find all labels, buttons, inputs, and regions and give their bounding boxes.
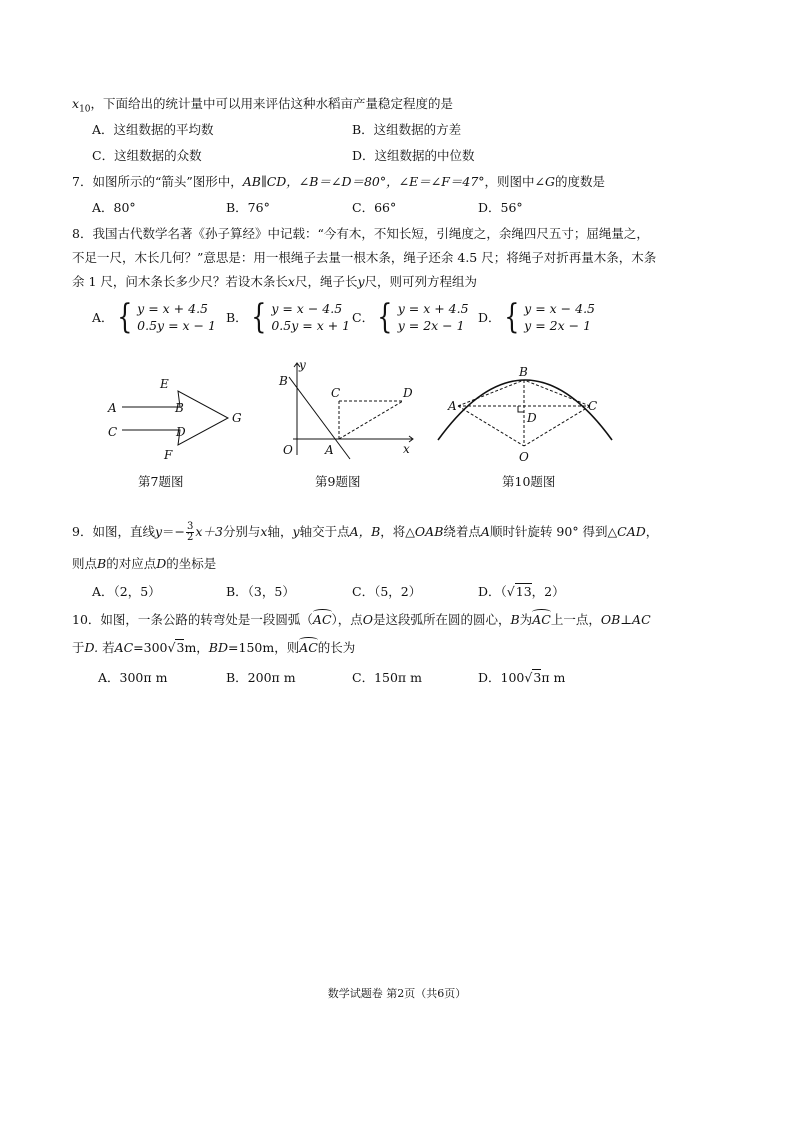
figure-9-caption: 第9题图 [315, 474, 361, 489]
numerator: 3 [187, 521, 194, 532]
q10-text-e: 上一点， [550, 612, 601, 627]
label-c: C [108, 425, 118, 439]
label-a: A [325, 443, 334, 457]
label-b: B [279, 374, 288, 388]
opt-suffix: ，2） [531, 584, 565, 599]
label-c: C [331, 386, 341, 400]
q10-text-a: 10．如图，一条公路的转弯处是一段圆弧（ [72, 612, 313, 627]
fraction-three-halves [186, 522, 194, 543]
equation-2: y = 2x − 1 [397, 318, 465, 333]
q8-option-a [92, 297, 216, 337]
q9-text-e: 轴， [267, 524, 293, 539]
q7-text-c: ，则图中∠ [484, 174, 546, 189]
q9-text-g: 轴交于点 [299, 524, 350, 539]
q9-l2-a: 则点 [72, 556, 98, 571]
label-b: B [175, 401, 184, 415]
q7-angle-g: G [545, 174, 556, 189]
q10-point-b: B [510, 612, 520, 627]
q10-option-b: B．200π m [226, 670, 296, 685]
q8-line3 [72, 274, 477, 290]
q9-triangle-oab: OAB [414, 524, 444, 539]
page-footer: 数学试题卷 第2页（共6页） [327, 987, 467, 1000]
arc-ac: AC [532, 612, 551, 627]
var-x: x [287, 274, 295, 289]
var-y: y [154, 524, 163, 539]
var-x: x [72, 96, 80, 111]
q6-text: ，下面给出的统计量中可以用来评估这种水稻亩产量稳定程度的是 [90, 96, 454, 111]
q9-points: A，B [349, 524, 381, 539]
option-label: D． [478, 310, 501, 325]
label-y-axis: y [299, 358, 306, 372]
figure-10-caption: 第10题图 [502, 474, 556, 489]
q7-option-b: B．76° [226, 200, 270, 215]
arc-ac: AC [299, 640, 318, 655]
q8-option-d [478, 297, 596, 337]
label-x-axis: x [403, 442, 410, 456]
q9-text-c: 分别与 [222, 524, 261, 539]
equation-2: 0.5y = x + 1 [271, 318, 351, 333]
q10-point-d: D. [84, 640, 99, 655]
q6-continuation [72, 96, 453, 118]
q9-option-d: D．（√13，2） [478, 584, 565, 599]
q10-text-c: 是这段弧所在圆的圆心， [373, 612, 511, 627]
q7-option-a: A．80° [92, 200, 136, 215]
brace-icon: { [503, 297, 519, 337]
q9-text-q: 顺时针旋转 90° 得到△ [489, 524, 618, 539]
label-d: D [176, 425, 186, 439]
denominator: 2 [187, 532, 194, 543]
brace-icon: { [377, 297, 393, 337]
q10-option-a: A．300π m [98, 670, 168, 685]
q9-line2 [72, 556, 216, 572]
equation-2: y = 2x − 1 [524, 318, 592, 333]
q10-l2-e: =150m，则 [228, 640, 300, 655]
q10-l2-a: 于 [72, 640, 85, 655]
equation-1: y = x + 4.5 [397, 301, 469, 316]
q10-stem [72, 612, 651, 628]
q9-point-a: A [480, 524, 490, 539]
q10-l2-c: =300 [133, 640, 168, 655]
q7-text-a: 7．如图所示的“箭头”图形中， [72, 174, 243, 189]
q9-text-a: 9．如图，直线 [72, 524, 155, 539]
q8-option-c [352, 297, 469, 337]
label-d: D [403, 386, 413, 400]
var-y: y [357, 274, 365, 289]
brace-icon: { [250, 297, 267, 337]
q10-option-d: D．100√3π m [478, 670, 566, 685]
q7-condition: AB∥CD，∠B＝∠D＝80°，∠E＝∠F＝47° [242, 174, 485, 189]
radicand: 3 [176, 640, 185, 655]
q10-text-b: ），点 [331, 612, 363, 627]
q10-point-o: O [362, 612, 374, 627]
option-label: C． [352, 310, 375, 325]
q8-line1: 8．我国古代数学名著《孙子算经》中记载：“今有木，不知长短，引绳度之，余绳四尺五寸；屈绳量之， [72, 226, 649, 241]
q6-option-c: C．这组数据的众数 [92, 148, 202, 163]
q9-text-n: 绕着点 [443, 524, 481, 539]
q9-stem [72, 522, 658, 543]
label-f: F [164, 448, 173, 462]
label-b: B [519, 365, 528, 379]
q10-l2-f: 的长为 [317, 640, 356, 655]
q7-stem [72, 174, 605, 190]
q10-line2: 于D. 若AC=300√3m，BD=150m，则AC的长为 [72, 640, 356, 655]
q9-point-b: B [97, 556, 107, 571]
label-g: G [232, 411, 242, 425]
q8-text-b: 尺，绳子长 [294, 274, 358, 289]
label-a: A [448, 399, 457, 413]
figure-7-caption: 第7题图 [138, 474, 184, 489]
label-o: O [283, 443, 293, 457]
q6-option-b: B．这组数据的方差 [352, 122, 462, 137]
q10-unit: m， [184, 640, 209, 655]
label-c: C [588, 399, 598, 413]
figure-7-arrow [100, 370, 250, 470]
q9-text-k: ，将△ [380, 524, 415, 539]
arc-ac: AC [312, 612, 332, 627]
q10-ac: AC [114, 640, 134, 655]
figure-9-coordinate [275, 355, 425, 460]
q10-bd: BD [208, 640, 229, 655]
equation-1: y = x − 4.5 [271, 301, 343, 316]
equation-1: y = x + 4.5 [137, 301, 209, 316]
equation-1: y = x − 4.5 [524, 301, 596, 316]
q9-point-d: D [156, 556, 167, 571]
brace-icon: { [116, 297, 132, 337]
q6-option-a: A．这组数据的平均数 [92, 122, 214, 137]
q7-option-c: C．66° [352, 200, 397, 215]
opt-suffix: π m [541, 670, 566, 685]
q8-option-b [226, 297, 351, 337]
q9-term: x＋3 [195, 524, 223, 539]
q8-text-c: 尺，则可列方程组为 [364, 274, 478, 289]
q9-option-b: B．（3，5） [226, 584, 295, 599]
q9-option-c: C．（5，2） [352, 584, 422, 599]
radicand: 13 [515, 584, 532, 599]
q9-equals: ＝− [162, 524, 186, 539]
q7-text-d: 的度数是 [555, 174, 606, 189]
q10-option-c: C．150π m [352, 670, 422, 685]
var-y: y [292, 524, 300, 539]
opt-prefix: D．100 [478, 670, 525, 685]
subscript: 10 [79, 104, 91, 115]
q6-option-d: D．这组数据的中位数 [352, 148, 475, 163]
q9-l2-e: 的坐标是 [166, 556, 217, 571]
q7-option-d: D．56° [478, 200, 523, 215]
q8-text-a: 余 1 尺，问木条长多少尺？若设木条长 [72, 274, 288, 289]
label-o: O [519, 450, 529, 464]
option-label: A． [92, 310, 114, 325]
label-a: A [108, 401, 117, 415]
q9-l2-c: 的对应点 [106, 556, 157, 571]
q9-triangle-cad: CAD [617, 524, 646, 539]
radicand: 3 [533, 670, 542, 685]
q8-line2: 不足一尺，木长几何？”意思是：用一根绳子去量一根木条，绳子还余 4.5 尺；将绳子对折再量木条，木条 [72, 250, 657, 265]
q9-option-a: A．（2，5） [92, 584, 161, 599]
option-label: B． [226, 310, 248, 325]
equation-2: 0.5y = x − 1 [137, 318, 216, 333]
label-e: E [160, 377, 169, 391]
label-d: D [527, 411, 537, 425]
var-x: x [260, 524, 268, 539]
q10-l2-b: 若 [102, 640, 115, 655]
opt-prefix: D．（ [478, 584, 507, 599]
figure-10-arc [430, 360, 625, 470]
q9-text-s: ， [645, 524, 659, 539]
q10-text-d: 为 [519, 612, 533, 627]
q10-perpendicular: OB⊥AC [600, 612, 651, 627]
